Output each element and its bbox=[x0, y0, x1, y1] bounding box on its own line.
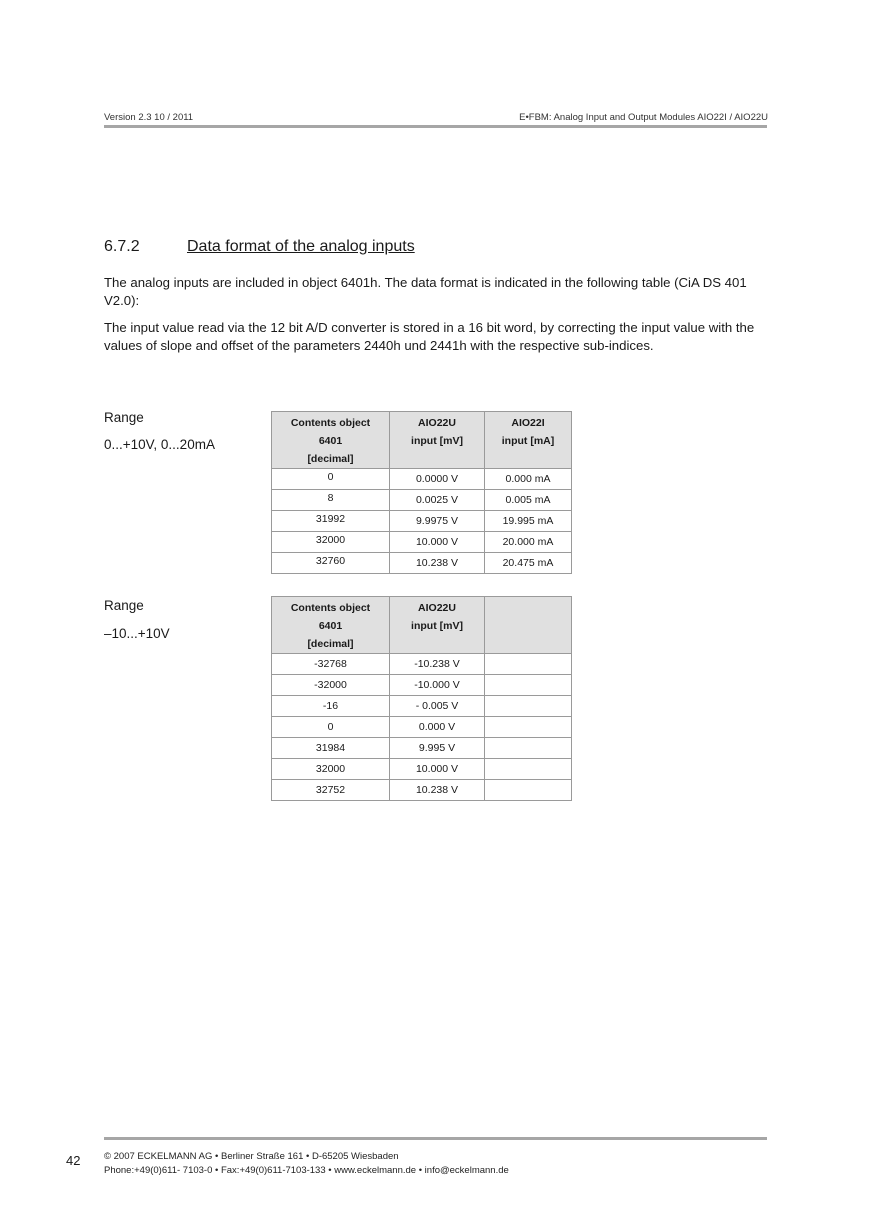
table-row bbox=[272, 532, 572, 553]
cell-voltage: 10.238 V bbox=[390, 553, 485, 574]
cell-voltage: 10.000 V bbox=[390, 759, 485, 780]
intro-paragraph: The analog inputs are included in object 6401h. The data format is indicated in the following table (CiA DS 401 V2.0): bbox=[104, 275, 747, 308]
cell-current: 20.475 mA bbox=[485, 553, 572, 574]
header-aio22u: AIO22U input [mV] bbox=[390, 412, 485, 469]
cell-decimal: 0 bbox=[272, 717, 390, 738]
cell-current: 0.000 mA bbox=[485, 469, 572, 490]
cell-current: 19.995 mA bbox=[485, 511, 572, 532]
cell-decimal: 31984 bbox=[272, 738, 390, 759]
cell-voltage: 10.000 V bbox=[390, 532, 485, 553]
cell-voltage: 9.9975 V bbox=[390, 511, 485, 532]
section-number: 6.7.2 bbox=[104, 238, 140, 255]
page-number: 42 bbox=[66, 1153, 81, 1168]
cell-decimal: -32000 bbox=[272, 675, 390, 696]
cell-decimal: 8 bbox=[272, 490, 390, 511]
cell-empty bbox=[485, 780, 572, 801]
range-value-2: –10...+10V bbox=[104, 626, 170, 641]
cell-voltage: 9.995 V bbox=[390, 738, 485, 759]
range-label-2: Range bbox=[104, 598, 144, 613]
table-row bbox=[272, 553, 572, 574]
data-format-table-unipolar bbox=[271, 411, 572, 574]
cell-current: 0.005 mA bbox=[485, 490, 572, 511]
header-empty bbox=[485, 597, 572, 654]
cell-voltage: -10.238 V bbox=[390, 654, 485, 675]
cell-decimal: 0 bbox=[272, 469, 390, 490]
cell-empty bbox=[485, 738, 572, 759]
table-row bbox=[272, 469, 572, 490]
header-aio22i: AIO22I input [mA] bbox=[485, 412, 572, 469]
header-document-title: E•FBM: Analog Input and Output Modules AIO22I / AIO22U bbox=[519, 112, 768, 123]
section-title: Data format of the analog inputs bbox=[187, 238, 415, 255]
cell-decimal: -16 bbox=[272, 696, 390, 717]
data-format-table-bipolar bbox=[271, 596, 572, 801]
table-row bbox=[272, 490, 572, 511]
table-row bbox=[272, 759, 572, 780]
cell-empty bbox=[485, 696, 572, 717]
header-contents-object: Contents object 6401 [decimal] bbox=[272, 412, 390, 469]
cell-voltage: -10.000 V bbox=[390, 675, 485, 696]
cell-decimal: 31992 bbox=[272, 511, 390, 532]
cell-current: 20.000 mA bbox=[485, 532, 572, 553]
table-row bbox=[272, 654, 572, 675]
table-header-row bbox=[272, 597, 572, 654]
table-row bbox=[272, 675, 572, 696]
footer-rule bbox=[104, 1137, 767, 1140]
table-header-row bbox=[272, 412, 572, 469]
table-row bbox=[272, 511, 572, 532]
header-version: Version 2.3 10 / 2011 bbox=[104, 112, 194, 123]
cell-empty bbox=[485, 759, 572, 780]
cell-decimal: 32752 bbox=[272, 780, 390, 801]
cell-decimal: -32768 bbox=[272, 654, 390, 675]
cell-decimal: 32000 bbox=[272, 532, 390, 553]
table-row bbox=[272, 696, 572, 717]
converter-paragraph: The input value read via the 12 bit A/D converter is stored in a 16 bit word, by correcting the input value with the values of slope and offset of the parameters 2440h und 2441h with the respective sub-indices. bbox=[104, 320, 755, 353]
header-aio22u: AIO22U input [mV] bbox=[390, 597, 485, 654]
footer-address: © 2007 ECKELMANN AG • Berliner Straße 161 • D-65205 Wiesbaden bbox=[104, 1151, 399, 1162]
cell-voltage: 0.0025 V bbox=[390, 490, 485, 511]
cell-voltage: 10.238 V bbox=[390, 780, 485, 801]
cell-empty bbox=[485, 654, 572, 675]
cell-voltage: - 0.005 V bbox=[390, 696, 485, 717]
table-row bbox=[272, 738, 572, 759]
range-label-1: Range bbox=[104, 410, 144, 425]
table-row bbox=[272, 780, 572, 801]
cell-voltage: 0.0000 V bbox=[390, 469, 485, 490]
cell-empty bbox=[485, 675, 572, 696]
cell-empty bbox=[485, 717, 572, 738]
table-row bbox=[272, 717, 572, 738]
header-rule bbox=[104, 125, 767, 128]
header-contents-object: Contents object 6401 [decimal] bbox=[272, 597, 390, 654]
footer-contact: Phone:+49(0)611- 7103-0 • Fax:+49(0)611-7103-133 • www.eckelmann.de • info@eckelmann.de bbox=[104, 1165, 509, 1176]
cell-voltage: 0.000 V bbox=[390, 717, 485, 738]
cell-decimal: 32000 bbox=[272, 759, 390, 780]
cell-decimal: 32760 bbox=[272, 553, 390, 574]
range-value-1: 0...+10V, 0...20mA bbox=[104, 437, 215, 452]
